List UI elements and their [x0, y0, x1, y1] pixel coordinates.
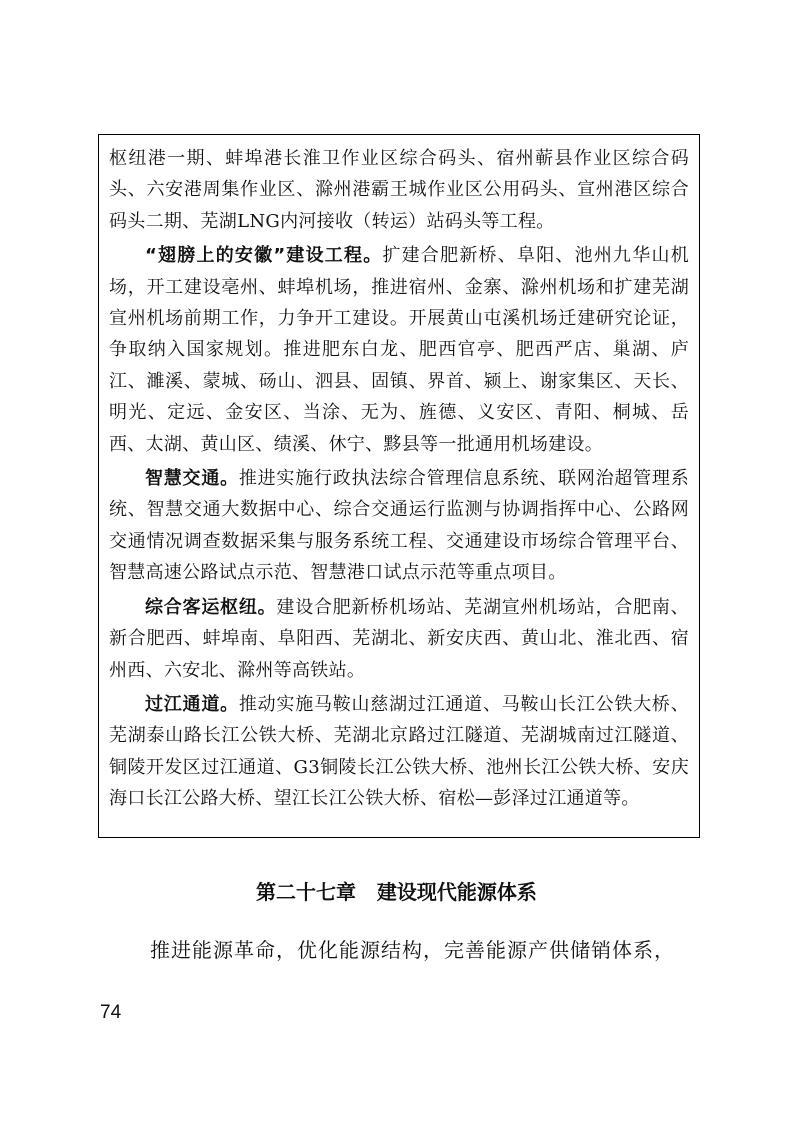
body-paragraph: 推进能源革命，优化能源结构，完善能源产供储销体系，	[150, 938, 675, 962]
box-paragraph-3	[109, 463, 689, 589]
project-box-content	[109, 143, 689, 815]
box-paragraph-5-lead: 过江通道。	[145, 693, 239, 715]
box-paragraph-2	[109, 240, 689, 460]
chapter-title: 第二十七章 建设现代能源体系	[256, 880, 537, 904]
box-paragraph-5	[109, 689, 689, 815]
box-paragraph-2-text: 扩建合肥新桥、阜阳、池州九华山机场，开工建设亳州、蚌埠机场，推进宿州、金寨、滁州机场和扩建芜湖宣州机场前期工作，力争开工建设。开展黄山屯溪机场迁建研究论证，争取纳入国家规划。推进肥东白龙、肥西官亭、肥西严店、巢湖、庐江、濉溪、蒙城、砀山、泗县、固镇、界首、颍上、谢家集区、天长、明光、定远、金安区、当涂、无为、旌德、义安区、青阳、桐城、岳西、太湖、黄山区、绩溪、休宁、黟县等一批通用机场建设。	[109, 245, 689, 455]
box-paragraph-3-text: 推进实施行政执法综合管理信息系统、联网治超管理系统、智慧交通大数据中心、综合交通运行监测与协调指挥中心、公路网交通情况调查数据采集与服务系统工程、交通建设市场综合管理平台、智慧高速公路试点示范、智慧港口试点示范等重点项目。	[109, 468, 689, 584]
box-paragraph-2-lead: “翅膀上的安徽”建设工程。	[145, 245, 383, 267]
box-paragraph-4-text: 建设合肥新桥机场站、芜湖宣州机场站，合肥南、新合肥西、蚌埠南、阜阳西、芜湖北、新安庆西、黄山北、淮北西、宿州西、六安北、滁州等高铁站。	[109, 596, 689, 681]
box-paragraph-1-text: 枢纽港一期、蚌埠港长淮卫作业区综合码头、宿州蕲县作业区综合码头、六安港周集作业区、滁州港霸王城作业区公用码头、宣州港区综合码头二期、芜湖LNG内河接收（转运）站码头等工程。	[109, 148, 689, 232]
project-box	[98, 134, 700, 838]
page-number: 74	[100, 1002, 122, 1023]
box-paragraph-1	[109, 143, 689, 237]
box-paragraph-5-text: 推动实施马鞍山慈湖过江通道、马鞍山长江公铁大桥、芜湖泰山路长江公铁大桥、芜湖北京路过江隧道、芜湖城南过江隧道、铜陵开发区过江通道、G3铜陵长江公铁大桥、池州长江公铁大桥、安庆海口长江公路大桥、望江长江公铁大桥、宿松—彭泽过江通道等。	[109, 693, 689, 810]
box-paragraph-4-lead: 综合客运枢纽。	[145, 596, 277, 618]
box-paragraph-4	[109, 592, 689, 686]
box-paragraph-3-lead: 智慧交通。	[145, 468, 239, 490]
